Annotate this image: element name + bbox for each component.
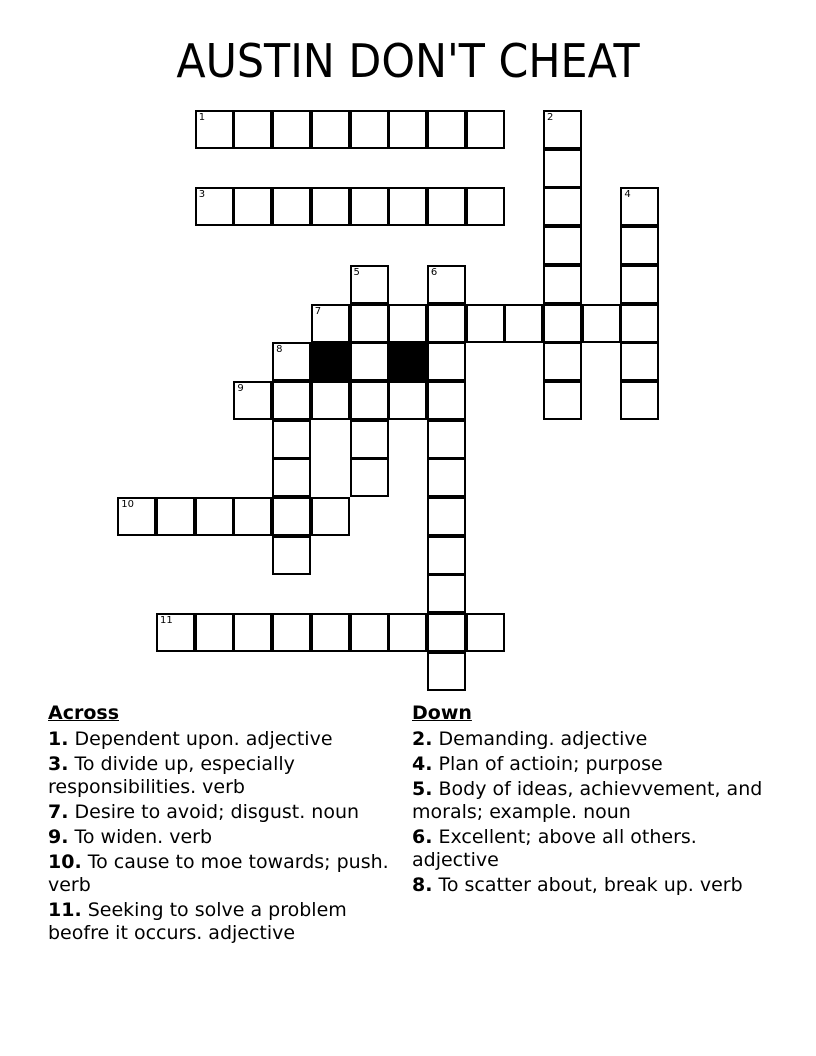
clue-text: Excellent; above all others. adjective (412, 826, 697, 871)
grid-cell[interactable] (543, 187, 582, 226)
grid-cell[interactable] (233, 381, 272, 420)
grid-cell[interactable] (543, 342, 582, 381)
grid-cell[interactable] (427, 574, 466, 613)
grid-cell[interactable] (620, 381, 659, 420)
across-clues (48, 702, 398, 947)
grid-cell[interactable] (311, 304, 350, 343)
clue-number: 3. (48, 753, 69, 775)
grid-cell[interactable] (311, 110, 350, 149)
clue-number: 3 (198, 189, 206, 201)
grid-cell[interactable] (350, 110, 389, 149)
grid-cell[interactable] (272, 420, 311, 459)
grid-cell[interactable] (543, 149, 582, 188)
clue-number: 8 (276, 344, 283, 356)
grid-cell[interactable] (272, 187, 311, 226)
clue-number: 9. (48, 826, 69, 848)
grid-cell[interactable] (350, 342, 389, 381)
grid-cell[interactable] (620, 304, 659, 343)
clue-text: Seeking to solve a problem beofre it occurs. adjective (48, 899, 347, 944)
grid-cell[interactable] (233, 613, 272, 652)
across-clue (48, 728, 398, 751)
clue-number: 4. (412, 753, 433, 775)
grid-cell[interactable] (311, 613, 350, 652)
clue-number: 2 (547, 112, 554, 123)
grid-cell[interactable] (388, 613, 427, 652)
clue-number: 5. (412, 778, 433, 800)
clue-number: 1 (198, 112, 206, 123)
grid-cell[interactable] (350, 187, 389, 226)
grid-cell[interactable] (350, 458, 389, 497)
clue-number: 7 (314, 305, 322, 317)
grid-cell[interactable] (117, 497, 156, 536)
clue-text: Body of ideas, achievvement, and morals; example. noun (412, 778, 763, 823)
grid-cell[interactable] (427, 652, 466, 691)
grid-cell[interactable] (543, 110, 582, 149)
down-clue (412, 874, 772, 897)
grid-cell[interactable] (388, 304, 427, 343)
grid-cell[interactable] (427, 304, 466, 343)
clue-text: To scatter about, break up. verb (432, 874, 743, 896)
grid-cell[interactable] (620, 226, 659, 265)
grid-cell[interactable] (466, 613, 505, 652)
grid-cell[interactable] (543, 265, 582, 304)
grid-cell[interactable] (233, 497, 272, 536)
grid-cell[interactable] (427, 458, 466, 497)
across-clue (48, 899, 398, 945)
grid-cell[interactable] (350, 381, 389, 420)
grid-cell[interactable] (388, 187, 427, 226)
clue-number: 2. (412, 728, 433, 750)
grid-cell[interactable] (620, 265, 659, 304)
grid-cell[interactable] (427, 613, 466, 652)
across-clue (48, 826, 398, 849)
clue-number: 5 (353, 266, 360, 278)
grid-cell[interactable] (195, 187, 234, 226)
grid-cell[interactable] (311, 381, 350, 420)
black-square (311, 342, 350, 381)
grid-cell[interactable] (311, 497, 350, 536)
grid-cell[interactable] (272, 110, 311, 149)
grid-cell[interactable] (272, 497, 311, 536)
clue-text: To cause to moe towards; push. verb (48, 851, 389, 896)
grid-cell[interactable] (350, 304, 389, 343)
grid-cell[interactable] (504, 304, 543, 343)
grid-cell[interactable] (427, 110, 466, 149)
grid-cell[interactable] (272, 536, 311, 575)
grid-cell[interactable] (466, 304, 505, 343)
grid-cell[interactable] (427, 187, 466, 226)
grid-cell[interactable] (350, 613, 389, 652)
across-clue (48, 851, 398, 897)
page-title: AUSTIN DON'T CHEAT (176, 34, 640, 88)
black-square (388, 342, 427, 381)
grid-cell[interactable] (233, 110, 272, 149)
across-heading: Across (48, 702, 120, 724)
clue-number: 1. (48, 728, 69, 750)
grid-cell[interactable] (388, 381, 427, 420)
grid-cell[interactable] (427, 342, 466, 381)
clue-text: To divide up, especially responsibilities. verb (48, 753, 295, 798)
grid-cell[interactable] (427, 381, 466, 420)
grid-cell[interactable] (272, 458, 311, 497)
grid-cell[interactable] (466, 187, 505, 226)
clue-text: Dependent upon. adjective (68, 728, 333, 750)
grid-cell[interactable] (388, 110, 427, 149)
grid-cell[interactable] (582, 304, 621, 343)
down-heading: Down (412, 702, 472, 724)
grid-cell[interactable] (427, 497, 466, 536)
grid-cell[interactable] (156, 613, 195, 652)
clue-text: Plan of actioin; purpose (432, 753, 663, 775)
grid-cell[interactable] (311, 187, 350, 226)
clue-text: Demanding. adjective (432, 728, 648, 750)
down-clue (412, 728, 772, 751)
grid-cell[interactable] (620, 342, 659, 381)
clue-number: 8. (412, 874, 433, 896)
clue-number: 9 (237, 382, 244, 394)
clue-number: 6. (412, 826, 433, 848)
grid-cell[interactable] (156, 497, 195, 536)
grid-cell[interactable] (195, 613, 234, 652)
across-clue (48, 801, 398, 824)
clue-text: To widen. verb (68, 826, 213, 848)
grid-cell[interactable] (427, 536, 466, 575)
grid-cell[interactable] (466, 110, 505, 149)
clue-number: 7. (48, 801, 69, 823)
grid-cell[interactable] (543, 226, 582, 265)
down-clues (412, 702, 772, 899)
clue-number: 6 (430, 266, 438, 278)
grid-cell[interactable] (350, 420, 389, 459)
grid-cell[interactable] (272, 342, 311, 381)
grid-cell[interactable] (543, 381, 582, 420)
clue-number: 10 (121, 499, 135, 510)
grid-cell[interactable] (233, 187, 272, 226)
grid-cell[interactable] (427, 265, 466, 304)
clue-text: Desire to avoid; disgust. noun (68, 801, 360, 823)
clue-number: 11. (48, 899, 82, 921)
clue-number: 10. (48, 851, 82, 873)
grid-cell[interactable] (195, 110, 234, 149)
down-clue (412, 778, 772, 824)
clue-number: 4 (624, 189, 631, 201)
grid-cell[interactable] (620, 187, 659, 226)
grid-cell[interactable] (427, 420, 466, 459)
grid-cell[interactable] (272, 613, 311, 652)
grid-cell[interactable] (350, 265, 389, 304)
down-clue (412, 826, 772, 872)
grid-cell[interactable] (543, 304, 582, 343)
across-clue (48, 753, 398, 799)
grid-cell[interactable] (272, 381, 311, 420)
down-clue (412, 753, 772, 776)
grid-cell[interactable] (195, 497, 234, 536)
clue-number: 11 (160, 615, 173, 627)
